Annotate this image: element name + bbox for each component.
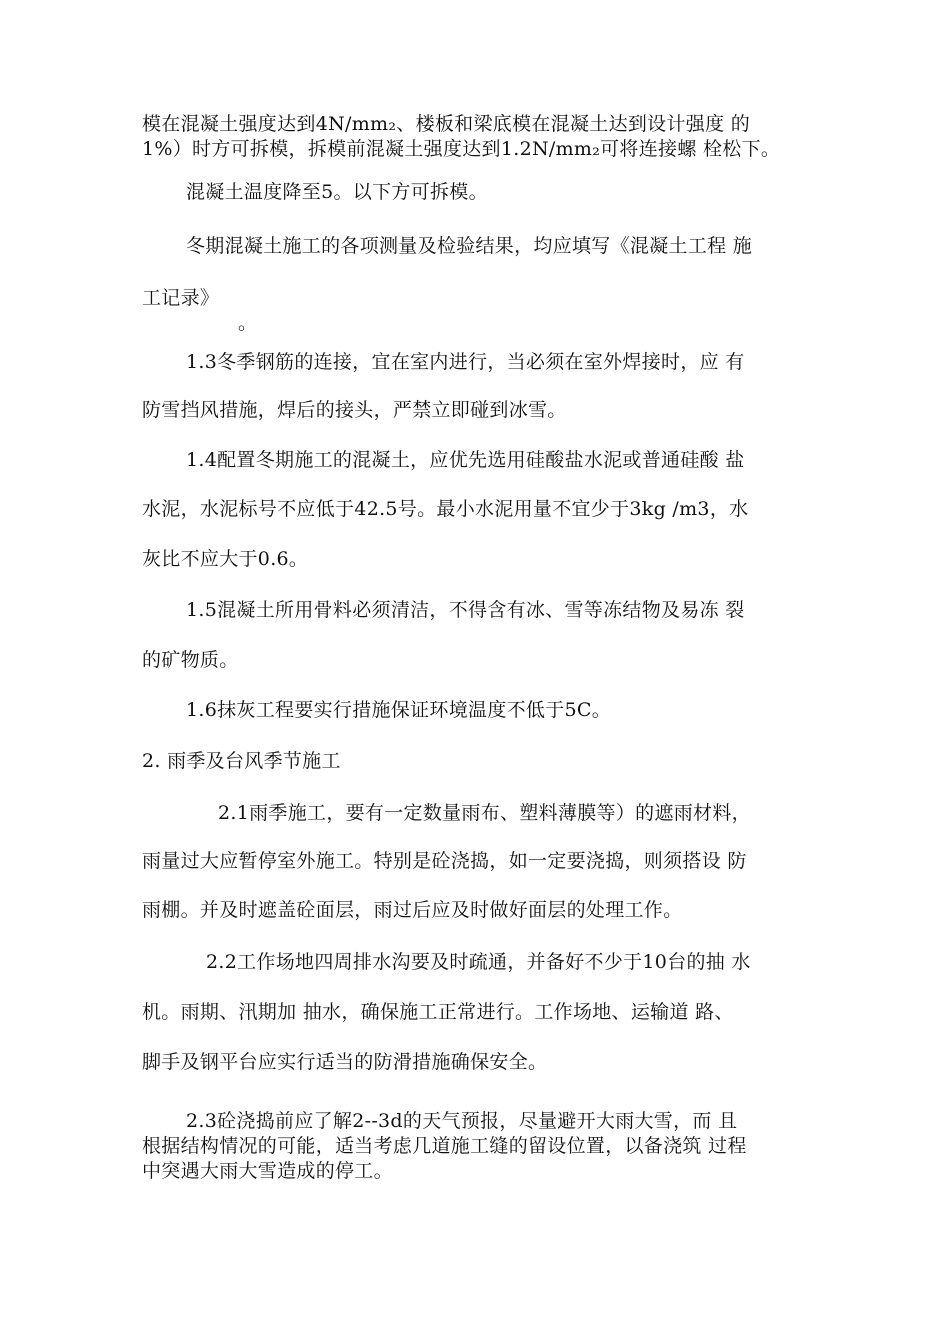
text-line: 根据结构情况的可能，适当考虑几道施工缝的留设位置，以备浇筑 过程: [142, 1135, 747, 1157]
text-line: 1.5混凝土所用骨料必须清洁，不得含有冰、雪等冻结物及易冻 裂: [186, 599, 745, 621]
text-line: 2.1雨季施工，要有一定数量雨布、塑料薄膜等）的遮雨材料，: [218, 802, 751, 824]
text-line: 模在混凝土强度达到4N/mm₂、楼板和梁底模在混凝土达到设计强度 的: [142, 113, 751, 135]
text-line: 1%）时方可拆模，拆模前混凝土强度达到1.2N/mm₂可将连接螺 栓松下。: [142, 138, 781, 160]
text-line: 。: [238, 312, 258, 334]
text-line: 脚手及钢平台应实行适当的防滑措施确保安全。: [142, 1051, 548, 1073]
text-line: 雨量过大应暂停室外施工。特别是砼浇捣，如一定要浇捣，则须搭设 防: [142, 850, 747, 872]
text-line: 水泥，水泥标号不应低于42.5号。最小水泥用量不宜少于3kg /m3，水: [142, 498, 749, 520]
text-line: 工记录》: [142, 287, 220, 309]
text-line: 冬期混凝土施工的各项测量及检验结果，均应填写《混凝土工程 施: [186, 235, 753, 257]
text-line: 1.6抹灰工程要实行措施保证环境温度不低于5C。: [186, 699, 612, 721]
text-line: 灰比不应大于0.6。: [142, 548, 309, 570]
text-line: 1.4配置冬期施工的混凝土，应优先选用硅酸盐水泥或普通硅酸 盐: [186, 449, 745, 471]
text-line: 机。雨期、汛期加 抽水，确保施工正常进行。工作场地、运输道 路、: [142, 1001, 734, 1023]
text-line: 2.3砼浇捣前应了解2--3d的天气预报，尽量避开大雨大雪，而 且: [186, 1110, 738, 1132]
text-line: 1.3冬季钢筋的连接，宜在室内进行，当必须在室外焊接时，应 有: [186, 351, 745, 373]
text-line: 2.2工作场地四周排水沟要及时疏通，并备好不少于10台的抽 水: [206, 951, 751, 973]
text-line: 防雪挡风措施，焊后的接头，严禁立即碰到冰雪。: [142, 399, 567, 421]
text-line: 混凝土温度降至5。以下方可拆模。: [186, 181, 488, 203]
section-heading: 2. 雨季及台风季节施工: [142, 750, 341, 772]
text-line: 雨棚。并及时遮盖砼面层，雨过后应及时做好面层的处理工作。: [142, 899, 683, 921]
text-line: 的矿物质。: [142, 649, 239, 671]
text-line: 中突遇大雨大雪造成的停工。: [142, 1160, 393, 1182]
